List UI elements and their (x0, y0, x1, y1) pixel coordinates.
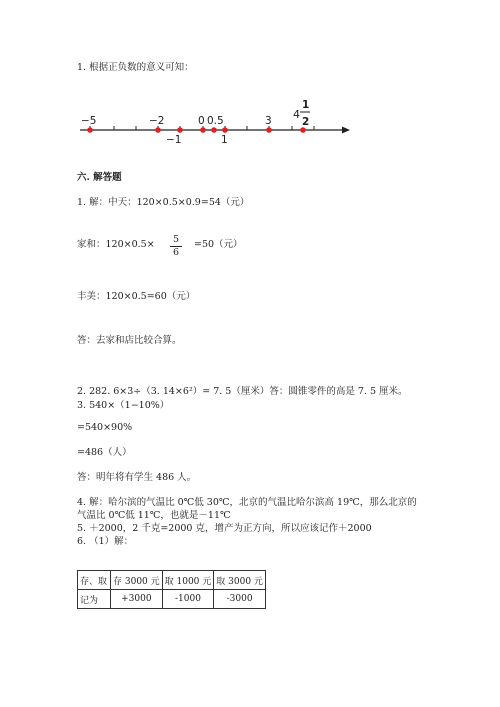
point-minus-1 (177, 127, 183, 133)
label-minus-5: −5 (81, 115, 97, 127)
answer-3-line-1: 3. 540×（1−10%） (77, 400, 170, 411)
answer-3-conclusion: 答：明年将有学生 486 人。 (77, 472, 197, 483)
jiahe-fraction-denominator: 6 (172, 247, 180, 258)
answer-4-line-2: 气温比 0℃低 11℃，也就是－11℃ (77, 510, 231, 521)
answer-6: 6. （1）解： (77, 536, 134, 547)
answer-5: 5. ＋2000，2 千克=2000 克，增产为正方向，所以应该记作＋2000 (77, 523, 372, 534)
number-line-arrow (342, 127, 350, 134)
question-1-title: 1. 根据正负数的意义可知： (77, 62, 194, 73)
point-3 (266, 127, 272, 133)
label-minus-2: −2 (149, 115, 165, 127)
answer-2: 2. 282. 6×3÷（3. 14×6²）= 7. 5（厘米）答：圆锥零件的高是 7. 5 厘米。 (77, 386, 408, 397)
label-mixed-whole: 4 (293, 108, 300, 121)
table-cell: -3000 (214, 590, 266, 609)
jiahe-fraction-numerator: 5 (172, 234, 180, 245)
table-cell: 记为 (78, 590, 111, 609)
table-header-cell: 取 1000 元 (162, 571, 214, 590)
point-1 (222, 127, 228, 133)
label-0-5: 0.5 (207, 115, 224, 127)
point-0 (200, 127, 206, 133)
table-cell: -1000 (162, 590, 214, 609)
answer-1-fengmei: 丰美：120×0.5=60（元） (77, 291, 196, 302)
label-1: 1 (221, 134, 228, 146)
answer-3-line-3: =486（人） (77, 447, 132, 458)
point-minus-5 (87, 127, 93, 133)
point-4-1-2 (300, 127, 306, 133)
answer-1-jiahe-prefix: 家和：120×0.5× (77, 239, 155, 250)
answer-1-conclusion: 答：去家和店比较合算。 (77, 335, 182, 346)
record-table (77, 570, 266, 609)
label-3: 3 (265, 115, 272, 127)
table-header-cell: 存 3000 元 (111, 571, 163, 590)
table-header-cell: 取 3000 元 (214, 571, 266, 590)
section-title: 六. 解答题 (77, 172, 122, 183)
label-mixed-num: 1 (302, 99, 310, 111)
table-header-row (78, 571, 266, 590)
table-cell: +3000 (111, 590, 163, 609)
answer-3-line-2: =540×90% (77, 422, 133, 433)
label-0: 0 (198, 115, 205, 127)
number-line (0, 0, 500, 160)
label-minus-1: −1 (166, 134, 182, 146)
point-0-5 (211, 127, 217, 133)
table-row (78, 590, 266, 609)
answer-1-zhongtian: 1. 解：中天：120×0.5×0.9=54（元） (77, 197, 250, 208)
answer-4-line-1: 4. 解：哈尔滨的气温比 0℃低 30℃，北京的气温比哈尔滨高 19℃，那么北京的 (77, 497, 417, 508)
label-mixed-den: 2 (302, 116, 310, 128)
table-header-cell: 存、取 (78, 571, 111, 590)
answer-1-jiahe-suffix: =50（元） (194, 239, 243, 250)
point-minus-2 (155, 127, 161, 133)
